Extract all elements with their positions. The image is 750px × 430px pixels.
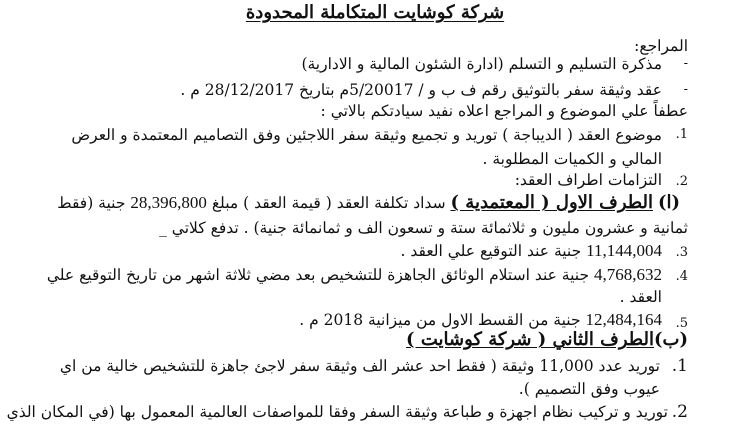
installment-marker: 3.	[675, 245, 688, 260]
party-b-item: توريد عدد 11,000 وثيقة ( فقط احد عشر الف وثيقة سفر لاجئ جاهزة للتشخيص خالية من اي	[59, 357, 660, 375]
item-marker: 2.	[675, 174, 688, 189]
party-a-label: الطرف الاول ( المعتمدية )	[450, 192, 654, 213]
installment-item	[47, 265, 662, 285]
reference-item: عقد وثيقة سفر بالتوثيق رقم ف ب و / 5/20017م بتاريخ 28/12/2017 م .	[180, 81, 662, 99]
intro-paragraph: عطفاً علي الموضوع و المراجع اعلاه نفيد سيادتكم بالاتي :	[320, 102, 688, 120]
party-a-prefix: (ا)	[657, 192, 680, 213]
installment-amount: 4,768,632	[594, 265, 662, 284]
party-a-text: سداد تكلفة العقد ( قيمة العقد ) مبلغ	[211, 194, 446, 212]
item-text: التزامات اطراف العقد:	[514, 171, 662, 189]
item-marker: 1.	[675, 127, 688, 142]
installment-marker: 4.	[675, 269, 688, 284]
installment-text: جنية عند استلام الوثائق الجاهزة للتشخيص بعد مضي ثلاثة اشهر من تاريخ التوقيع علي	[46, 266, 590, 284]
references-heading: المراجع:	[634, 37, 688, 55]
reference-marker: -	[683, 82, 688, 97]
party-b-prefix: (ب)	[654, 329, 688, 350]
installment-amount: 11,144,004	[586, 241, 662, 260]
party-a-clause	[57, 193, 680, 213]
installment-text: جنية عند التوقيع علي العقد .	[400, 242, 582, 260]
party-a-text-end: جنية (فقط	[57, 194, 126, 212]
party-b-label: الطرف الثاني ( شركة كوشايت )	[406, 329, 655, 350]
party-b-marker: 1.	[671, 356, 688, 376]
party-a-amount: 28,396,800	[130, 193, 207, 212]
item-text-continued: المالي و الكميات المطلوبة .	[482, 150, 662, 168]
installment-amount: 12,484,164	[585, 310, 662, 329]
party-b-item-continued: عيوب وفق التصميم ).	[518, 380, 660, 398]
party-a-text-continued: ثمانية و عشرون مليون و ثلاثمائة ستة و تسعون الف و ثمانمائة جنية) . تدفع كلاتي _	[159, 219, 688, 237]
reference-marker: -	[683, 56, 688, 71]
document-title: شركة كوشايت المتكاملة المحدودة	[245, 2, 505, 23]
party-b-item: توريد و تركيب نظام اجهزة و طباعة وثيقة السفر وفقا للمواصفات العالمية المعمول بها (في المكان الذي	[6, 403, 668, 421]
installment-text: جنية من القسط الاول من ميزانية 2018 م .	[299, 311, 581, 329]
installment-item	[400, 241, 662, 261]
party-b-marker: 2.	[671, 402, 688, 422]
installment-item	[299, 310, 662, 330]
reference-item: مذكرة التسليم و التسلم (ادارة الشئون المالية و الادارية)	[301, 55, 662, 73]
party-b-heading	[406, 330, 688, 350]
installment-marker: 5.	[675, 316, 688, 331]
item-text: موضوع العقد ( الديباجة ) توريد و تجميع وثيقة سفر اللاجئين وفق التصاميم المعتمدة و العرض	[71, 126, 662, 144]
installment-text-continued: العقد .	[619, 288, 662, 306]
